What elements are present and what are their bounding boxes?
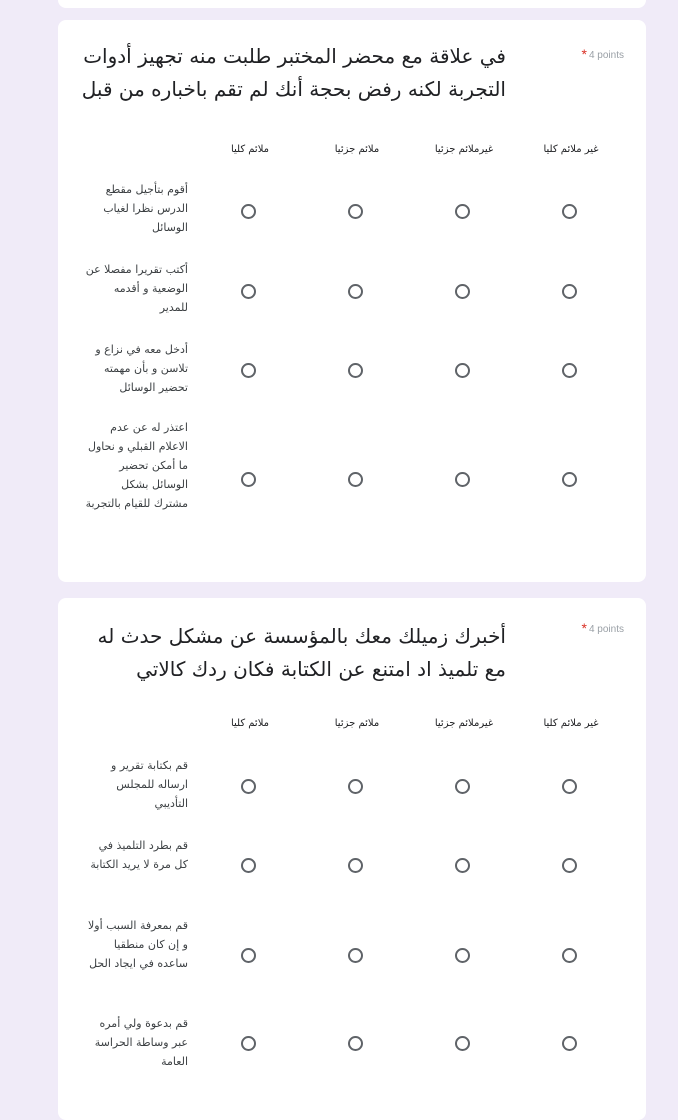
column-header: ملائم كليا — [230, 144, 270, 155]
row-label: أدخل معه في نزاع و تلاسن و بأن مهمته تحضير الوسائل — [95, 343, 188, 394]
grid-row — [58, 1012, 646, 1082]
row-label: قم بمعرفة السبب أولا و إن كان منطقيا ساعده في ايجاد الحل — [87, 919, 188, 970]
radio-option[interactable] — [241, 858, 256, 873]
radio-option[interactable] — [455, 204, 470, 219]
grid-row — [58, 834, 646, 904]
row-label: قم بكتابة تقرير و ارساله للمجلس التأديبي — [111, 759, 188, 810]
radio-option[interactable] — [348, 1036, 363, 1051]
radio-option[interactable] — [348, 948, 363, 963]
radio-option[interactable] — [348, 363, 363, 378]
points-label: * 4 points — [581, 46, 624, 62]
grid-row — [58, 178, 646, 248]
radio-option[interactable] — [241, 363, 256, 378]
radio-option[interactable] — [348, 779, 363, 794]
radio-option[interactable] — [241, 204, 256, 219]
question-title: أخبرك زميلك معك بالمؤسسة عن مشكل حدث له مع تلميذ اد امتنع عن الكتابة فكان ردك كالاتي — [97, 624, 506, 681]
radio-option[interactable] — [241, 472, 256, 487]
row-label: أكتب تقريرا مفصلا عن الوضعية و أقدمه للمدير — [85, 263, 188, 314]
radio-option[interactable] — [562, 284, 577, 299]
required-star-icon: * — [581, 620, 587, 636]
radio-option[interactable] — [455, 284, 470, 299]
radio-option[interactable] — [241, 948, 256, 963]
radio-option[interactable] — [455, 363, 470, 378]
required-star-icon: * — [581, 46, 587, 62]
row-label: أقوم بتأجيل مقطع الدرس نظرا لغياب الوسائل — [103, 183, 188, 234]
grid-row — [58, 338, 646, 408]
radio-option[interactable] — [455, 1036, 470, 1051]
radio-option[interactable] — [455, 779, 470, 794]
radio-option[interactable] — [455, 472, 470, 487]
previous-question-card — [58, 0, 646, 8]
grid-row — [58, 754, 646, 824]
radio-option[interactable] — [348, 284, 363, 299]
radio-option[interactable] — [562, 948, 577, 963]
radio-option[interactable] — [348, 472, 363, 487]
column-header: ملائم كليا — [230, 718, 270, 729]
radio-option[interactable] — [562, 1036, 577, 1051]
column-header: غيرملائم جزئيا — [434, 144, 494, 155]
radio-option[interactable] — [241, 779, 256, 794]
radio-option[interactable] — [348, 858, 363, 873]
grid-row — [58, 914, 646, 1000]
radio-option[interactable] — [562, 204, 577, 219]
radio-option[interactable] — [348, 204, 363, 219]
radio-option[interactable] — [455, 948, 470, 963]
column-header: ملائم جزئيا — [334, 718, 380, 729]
radio-option[interactable] — [562, 858, 577, 873]
question-card-1 — [58, 20, 646, 582]
grid-row — [58, 258, 646, 328]
radio-option[interactable] — [241, 284, 256, 299]
radio-option[interactable] — [241, 1036, 256, 1051]
row-label: اعتذر له عن عدم الاعلام القبلي و نحاول ما أمكن تحضير الوسائل بشكل مشترك للقيام بالتجربة — [85, 421, 188, 510]
row-label: قم بطرد التلميذ في كل مرة لا يريد الكتابة — [90, 839, 188, 871]
question-title: في علاقة مع محضر المختبر طلبت منه تجهيز أدوات التجربة لكنه رفض بحجة أنك لم تقم باخباره من قبل — [81, 44, 506, 101]
row-label: قم بدعوة ولي أمره عبر وساطة الحراسة العامة — [94, 1017, 188, 1068]
radio-option[interactable] — [455, 858, 470, 873]
grid-row — [58, 416, 646, 546]
question-card-2 — [58, 598, 646, 1120]
column-header: غير ملائم كليا — [543, 144, 599, 155]
column-header: ملائم جزئيا — [334, 144, 380, 155]
radio-option[interactable] — [562, 472, 577, 487]
points-label: * 4 points — [581, 620, 624, 636]
radio-option[interactable] — [562, 363, 577, 378]
column-header: غيرملائم جزئيا — [434, 718, 494, 729]
radio-option[interactable] — [562, 779, 577, 794]
column-header: غير ملائم كليا — [543, 718, 599, 729]
